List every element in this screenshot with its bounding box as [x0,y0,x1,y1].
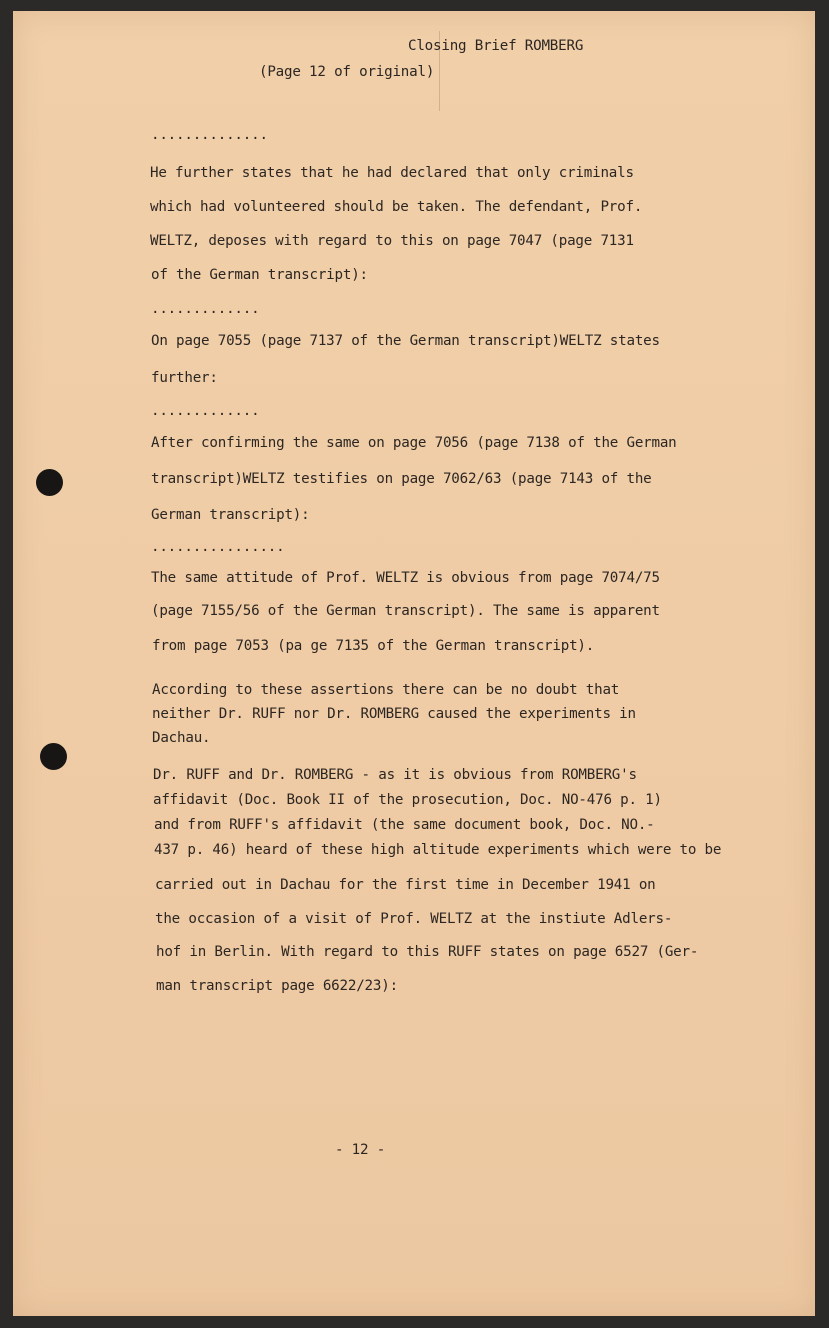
text-line: man transcript page 6622/23): [156,978,398,994]
ellipsis-line: .............. [151,127,268,143]
ellipsis-line: ................ [151,539,285,555]
text-line: and from RUFF's affidavit (the same document book, Doc. NO.- [154,817,655,833]
text-line: transcript)WELTZ testifies on page 7062/63 (page 7143 of the [151,471,652,487]
page-number: - 12 - [335,1142,386,1158]
text-line: carried out in Dachau for the first time in December 1941 on [155,877,656,893]
document-subtitle: (Page 12 of original) [259,64,435,80]
text-line: He further states that he had declared that only criminals [150,165,634,181]
text-line: further: [151,370,218,386]
punch-hole [36,469,63,496]
text-line: (page 7155/56 of the German transcript). The same is apparent [151,603,660,619]
document-title: Closing Brief ROMBERG [408,38,584,54]
text-line: which had volunteered should be taken. The defendant, Prof. [150,199,643,215]
text-line: WELTZ, deposes with regard to this on page 7047 (page 7131 [150,233,634,249]
text-line: hof in Berlin. With regard to this RUFF states on page 6527 (Ger- [156,944,699,960]
text-line: 437 p. 46) heard of these high altitude experiments which were to be [154,842,722,858]
text-line: On page 7055 (page 7137 of the German transcript)WELTZ states [151,333,660,349]
text-line: neither Dr. RUFF nor Dr. ROMBERG caused the experiments in [152,706,636,722]
text-line: After confirming the same on page 7056 (page 7138 of the German [151,435,677,451]
ellipsis-line: ............. [151,301,260,317]
text-line: the occasion of a visit of Prof. WELTZ at the instiute Adlers- [155,911,673,927]
text-line: of the German transcript): [151,267,368,283]
text-line: According to these assertions there can be no doubt that [152,682,620,698]
text-line: from page 7053 (pa ge 7135 of the German transcript). [152,638,595,654]
text-line: The same attitude of Prof. WELTZ is obvious from page 7074/75 [151,570,660,586]
text-line: affidavit (Doc. Book II of the prosecution, Doc. NO-476 p. 1) [153,792,662,808]
ellipsis-line: ............. [151,403,260,419]
punch-hole [40,743,67,770]
text-line: Dr. RUFF and Dr. ROMBERG - as it is obvious from ROMBERG's [153,767,637,783]
text-line: Dachau. [152,730,211,746]
document-page [13,11,815,1316]
text-line: German transcript): [151,507,310,523]
